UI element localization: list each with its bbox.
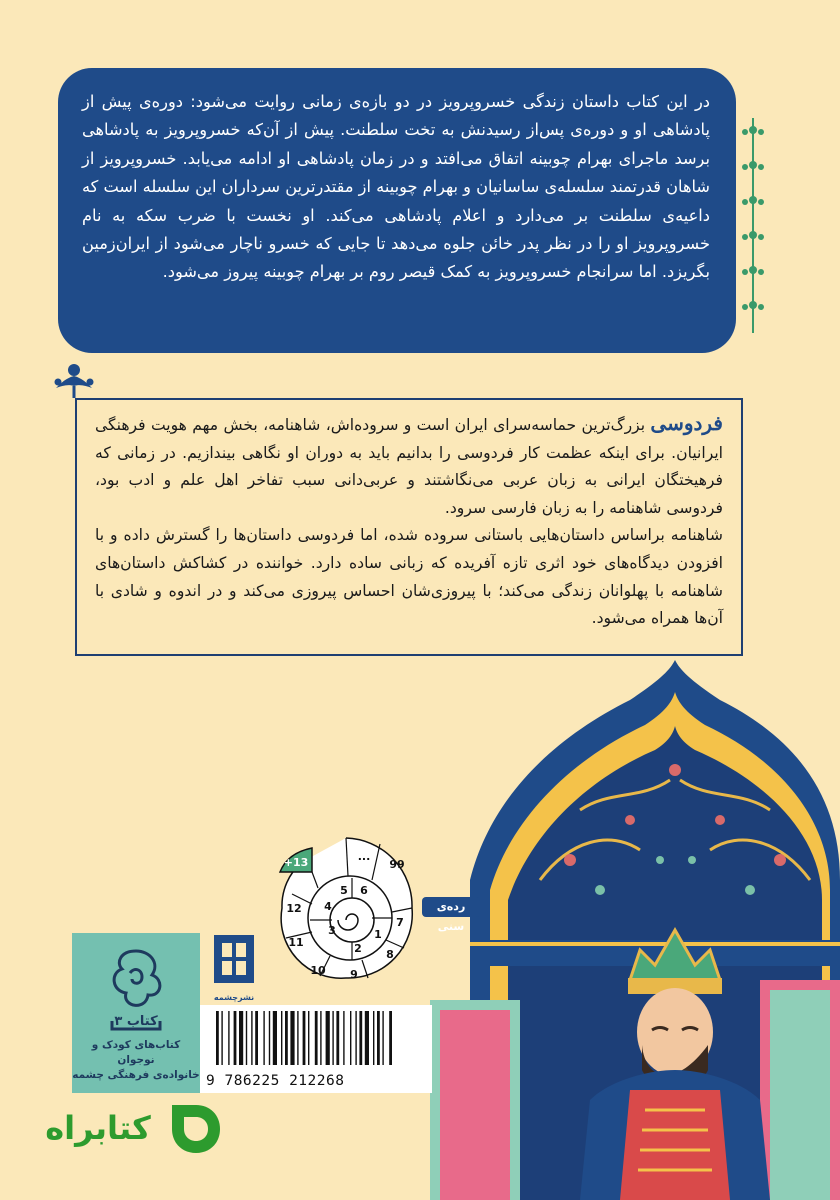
age-middle-3: 10 — [310, 964, 326, 977]
barcode-bars — [200, 1005, 432, 1069]
barcode-bar — [221, 1011, 222, 1065]
barcode-bar — [359, 1011, 362, 1065]
barcode-bar — [365, 1011, 369, 1065]
barcode-bar — [246, 1011, 247, 1065]
ketab-3-logo-text: کتاب ۳ — [114, 1014, 158, 1029]
barcode-bar — [269, 1011, 270, 1065]
age-middle-6: 7 — [396, 916, 404, 929]
fleur-ornament-icon — [52, 362, 96, 398]
age-range-spiral — [272, 828, 420, 988]
ferdowsi-box — [75, 398, 743, 656]
barcode-bar — [377, 1011, 380, 1065]
age-middle-2: 11 — [288, 936, 304, 949]
age-middle-1: 12 — [286, 902, 302, 915]
summary-box — [58, 68, 736, 353]
barcode-bar — [343, 1011, 344, 1065]
ferdowsi-paragraph-1-text: بزرگ‌ترین حماسه‌سرای ایران است و سروده‌اش، شاهنامه، بخش مهم هویت فرهنگی ایرانیان. برای اینکه عظمت کار فردوسی را بدانیم باید به دوران او نگاهی بیندازیم. در زمانی که فرهیختگان ایرانی به زبان عربی می‌نگاشتند و عربی‌دانی سبب تفاخر اهل علم و ادب بود، فردوسی شاهنامه را به زبان فارسی سرود. — [95, 416, 723, 517]
barcode-bar — [382, 1011, 383, 1065]
ketab-3-logo-icon — [72, 933, 200, 1043]
publisher-name: نشرچشمه — [213, 993, 255, 1002]
ketabrah-text: کتابراه — [45, 1109, 151, 1147]
barcode-bar — [350, 1011, 351, 1065]
cheshmeh-publisher-logo-icon — [208, 927, 260, 991]
ketab-3-caption — [72, 1038, 200, 1083]
age-outer-2: ... — [357, 850, 371, 863]
age-inner-5: 2 — [354, 942, 362, 955]
barcode-bar — [303, 1011, 306, 1065]
ketabrah-logo-icon — [168, 1101, 224, 1157]
barcode-bar — [355, 1011, 356, 1065]
barcode-bar — [239, 1011, 243, 1065]
barcode-bar — [315, 1011, 318, 1065]
age-inner-2: 5 — [340, 884, 348, 897]
age-range-label: رده‌ی سنی — [422, 897, 480, 917]
age-inner-6: 1 — [374, 928, 382, 941]
barcode-bar — [251, 1011, 252, 1065]
barcode-bar — [216, 1011, 219, 1065]
ketab-3-caption-line-1: کتاب‌های کودک و نوجوان — [91, 1039, 181, 1066]
barcode-bar — [263, 1011, 264, 1065]
barcode-bar — [308, 1011, 309, 1065]
age-inner-4: 3 — [328, 924, 336, 937]
barcode — [200, 1005, 432, 1093]
age-outer-1: 99 — [389, 858, 405, 871]
barcode-bar — [332, 1011, 333, 1065]
ketab-3-badge — [72, 933, 200, 1093]
age-inner-1: 6 — [360, 884, 368, 897]
barcode-bar — [389, 1011, 392, 1065]
age-inner-3: 4 — [324, 900, 332, 913]
barcode-number: 9 786225 212268 — [206, 1073, 345, 1089]
barcode-bar — [273, 1011, 277, 1065]
barcode-bar — [255, 1011, 258, 1065]
age-outer-3: +13 — [283, 856, 309, 869]
barcode-bar — [373, 1011, 374, 1065]
barcode-bar — [320, 1011, 321, 1065]
king-illustration — [430, 660, 840, 1200]
barcode-bar — [281, 1011, 282, 1065]
ferdowsi-paragraph-2: شاهنامه براساس داستان‌هایی باستانی سروده شده، اما فردوسی داستان‌ها را گسترش داده و با افزودن دیدگاه‌های خود اثری تازه آفریده که زبانی ساده دارد. خواننده در کشاکش داستان‌های شاهنامه با پهلوانان زندگی می‌کند؛ با پیروزی‌شان احساس پیروزی می‌کند و در اندوه و شادی با آن‌ها همراه می‌شود. — [95, 526, 723, 628]
barcode-bar — [234, 1011, 237, 1065]
barcode-bar — [228, 1011, 229, 1065]
barcode-bar — [336, 1011, 339, 1065]
summary-text: در این کتاب داستان زندگی خسروپرویز در دو بازه‌ی زمانی روایت می‌شود: دوره‌ی پیش از پادشاهی او و دوره‌ی پس‌از رسیدنش به تخت سلطنت. پیش از آن‌که خسروپرویز به پادشاهی برسد ماجرای بهرام چوبینه اتفاق می‌افتد و در زمان پادشاهی او ادامه می‌یابد. خسروپرویز از شاهان قدرتمند سلسله‌ی ساسانیان و بهرام چوبینه از مقتدرترین سرداران این سلسله است که داعیه‌ی سلطنت بر می‌دارد و اعلام پادشاهی می‌کند. او نخست با ضرب سکه به نام خسروپرویز او را در نظر پدر خائن جلوه می‌دهد تا جایی که خسرو ناچار می‌شود از ایران‌زمین بگریزد. اما سرانجام خسروپرویز به کمک قیصر روم بر بهرام چوبینه پیروز می‌شود. — [82, 92, 710, 282]
age-middle-5: 8 — [386, 948, 394, 961]
vine-ornament-icon — [740, 118, 766, 333]
barcode-bar — [326, 1011, 330, 1065]
age-middle-4: 9 — [350, 968, 358, 981]
ketab-3-caption-line-2: خانواده‌ی فرهنگی چشمه — [72, 1069, 200, 1081]
barcode-bar — [285, 1011, 288, 1065]
barcode-bar — [290, 1011, 294, 1065]
ferdowsi-title: فردوسی — [650, 411, 723, 435]
barcode-bar — [297, 1011, 298, 1065]
ferdowsi-paragraph-1 — [95, 410, 723, 522]
ketabrah-watermark — [28, 1095, 226, 1165]
